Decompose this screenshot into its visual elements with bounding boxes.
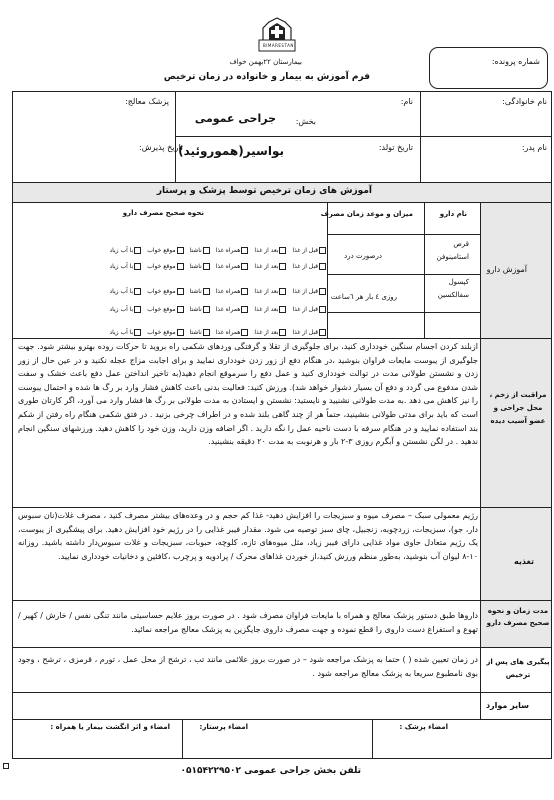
checkbox-icon[interactable] <box>279 263 286 270</box>
drug-options-row: قبل از غذابعد از غذاهمراه غذاناشتاموقع خواببا آب زیاد <box>60 237 326 256</box>
checkbox-icon[interactable] <box>177 263 184 270</box>
admission-date-label[interactable]: تاریخ پذیرش: <box>139 143 183 152</box>
drug-dose-2: روزی ٤ بار هر ٦ساعت <box>330 293 397 301</box>
checkbox-icon[interactable] <box>279 288 286 295</box>
doctor-label[interactable]: پزشک معالج: <box>125 97 169 106</box>
drug-name-1: قرص استامینوفن <box>436 240 469 261</box>
hospital-name: بیمارستان ۲۲بهمن خواف <box>229 58 302 66</box>
checkbox-icon[interactable] <box>319 329 326 336</box>
drug-options-row: قبل از غذابعد از غذاهمراه غذاناشتاموقع خواببا آب زیاد <box>60 296 326 315</box>
checkbox-icon[interactable] <box>241 288 248 295</box>
drug-options-row: قبل از غذابعد از غذاهمراه غذاناشتاموقع خواببا آب زیاد <box>60 319 326 338</box>
checkbox-icon[interactable] <box>241 306 248 313</box>
checkbox-icon[interactable] <box>134 306 141 313</box>
drug-options-row: قبل از غذابعد از غذاهمراه غذاناشتاموقع خواببا آب زیاد <box>60 253 326 272</box>
drug-dose-1: درصورت درد <box>344 252 382 260</box>
drug-section-label: آموزش دارو <box>486 265 527 274</box>
last-name-label[interactable]: نام خانوادگی: <box>502 97 547 106</box>
checkbox-icon[interactable] <box>177 306 184 313</box>
col-drug-name: نام دارو <box>439 210 467 218</box>
diagnosis-value: بواسیر(هموروئید) <box>178 144 284 158</box>
nurse-signature-label[interactable]: امضاء پرستار: <box>199 723 248 731</box>
doctor-signature-label[interactable]: امضاء پزشک : <box>399 723 448 731</box>
checkbox-icon[interactable] <box>279 329 286 336</box>
section-title: آموزش های زمان ترخیص توسط پزشک و پرستار <box>156 186 372 196</box>
checkbox-icon[interactable] <box>134 288 141 295</box>
checkbox-icon[interactable] <box>203 263 210 270</box>
file-number-box <box>429 47 548 89</box>
col-drug-method: نحوه صحیح مصرف دارو <box>122 209 204 217</box>
corner-mark <box>3 763 9 769</box>
checkbox-icon[interactable] <box>279 306 286 313</box>
care-text: ازبلند کردن اجسام سنگین خودداری کنید، برای جلوگیری از تقلا و گرفتگی وردهای شکمی راه بروید تا حرکات روده بهترو بیشتر شود. جهت جلوگیری از یبوست مایعات فراوان بنوشید ،در هنگام دفع از زور زدن خودداری نمایید و برای اجابت مزاج عجله نکنید و در عین حال از زور زدن و نشستن طولانی مدت در توالت خودداری کنید و عمل دفع را سرموقع انجام دهید(به تاخیر انداختن عمل دفع باعث خشک و سفت شدن مدفوع می گردد و دفع آن بسیار دشوار خواهد شد). ورزش کنید: فعالیت بدنی باعث کاهش فشار وارد بر رگ ها شده و احتمال یبوست را نیز کاهش می دهد .به مدت طولانی نشنیید و نایستید: نشستن و ایستادن به مدت طولانی بر رگ ها فشار وارد می آورد، اگر کارتان طوری است که باید برای مدتی طولانی بنشینید، حتماً هر از چند گاهی بلند شده و در اطراف چرخی بزنید . در فتق شکمی هنگام راه رفتن از شکم بند استفاده نمایید و در هنگام سرفه با دست ناحیه عمل را نگه دارید . اگر اضافه وزن دارید، وزن خود را کاهش دهید. ورزشهای سنگین انجام ندهید . در لگن نشستن و آبگرم روزی ۳-۲ بار و هرنوبت به مدت ۲۰ دقیقه بنشینید. <box>18 342 478 447</box>
ward-label: بخش: <box>295 117 316 126</box>
nutrition-label: تغذیه <box>514 557 534 566</box>
patient-signature-label[interactable]: امضاء و اثر انگشت بیمار یا همراه : <box>50 723 170 731</box>
followup-label: پیگیری های پس از ترخیص <box>486 658 550 679</box>
care-label: مراقبت از زخم ، محل جراحی و عضو آسیب دیده <box>489 391 547 425</box>
other-label: سایر موارد <box>485 701 529 710</box>
form-title: فرم آموزش به بیمار و خانواده در زمان ترخیص <box>163 72 370 82</box>
checkbox-icon[interactable] <box>177 329 184 336</box>
hospital-logo <box>257 16 297 52</box>
footer-phone: تلفن بخش جراحی عمومی ۰۵۱۵۴۲۲۹۵۰۲ <box>180 766 361 776</box>
ward-value: جراحی عمومی <box>194 112 276 125</box>
checkbox-icon[interactable] <box>203 306 210 313</box>
file-number-label: شماره پرونده: <box>491 57 540 66</box>
checkbox-icon[interactable] <box>134 263 141 270</box>
checkbox-icon[interactable] <box>203 288 210 295</box>
father-name-label[interactable]: نام پدر: <box>521 143 547 152</box>
col-drug-dose: میزان و موعد زمان مصرف <box>320 210 413 218</box>
checkbox-icon[interactable] <box>319 306 326 313</box>
checkbox-icon[interactable] <box>134 329 141 336</box>
checkbox-icon[interactable] <box>177 288 184 295</box>
checkbox-icon[interactable] <box>319 288 326 295</box>
checkbox-icon[interactable] <box>241 263 248 270</box>
drug-name-2: کپسول سفالکسین <box>437 278 469 299</box>
drug-timing-label: مدت زمان و نحوه صحیح مصرف دارو <box>486 607 550 627</box>
first-name-label[interactable]: نام: <box>400 97 413 106</box>
logo-text: BIMARESTAN <box>263 43 294 48</box>
birth-date-label[interactable]: تاریخ تولد: <box>378 143 413 152</box>
nutrition-text: رژیم معمولی سبک – مصرف میوه و سبزیجات را افزایش دهید- غذا کم حجم و در وعده‌های بیشتر مصرف کنید ، مصرف غلات(نان سبوس دار، جو)، سبزیجات، زردچوبه، زنجبیل، چای سبز توصیه می شود. مقدار فیبر غذایی را در رژیم خود افزایش دهید. برای پیشگیری از یبوست، یک رژیم متعادل حاوی مواد غذایی دارای فیبر زیاد، مثل میوه‌های تازه، کلوچه، حبوبات، سبزیجات و غلات سبوس‌دار داشته باشید. روزانه ۱۰-۸ لیوان آب بنوشید، به‌طور منظم ورزش کنید،از خوردن غذاهای محرک / پرادویه و پرچرب ،کافئین و دخانیات خودداری نمایید. <box>18 511 478 561</box>
checkbox-icon[interactable] <box>241 329 248 336</box>
checkbox-icon[interactable] <box>203 329 210 336</box>
checkbox-icon[interactable] <box>319 263 326 270</box>
drug-options-row: قبل از غذابعد از غذاهمراه غذاناشتاموقع خواببا آب زیاد <box>60 278 326 297</box>
followup-text: در زمان تعیین شده ( ) حتما به پزشک مراجعه شود – در صورت بروز علائمی مانند تب ، ترشح از محل عمل ، تورم ، قرمزی ، ترشح ، وجود بوی نامطبوع سریعا به پزشک معالج مراجعه شود . <box>18 655 478 678</box>
drug-timing-text: داروها طبق دستور پزشک معالج و همراه با مایعات فراوان مصرف شود . در صورت بروز علایم حساسیتی مانند تنگی نفس / خارش / کهیر /تهوع و استفراغ دست داروی را قطع نموده و جهت مصرف داروی جایگزین به پزشک معالج مراجعه نمائید. <box>18 611 478 634</box>
